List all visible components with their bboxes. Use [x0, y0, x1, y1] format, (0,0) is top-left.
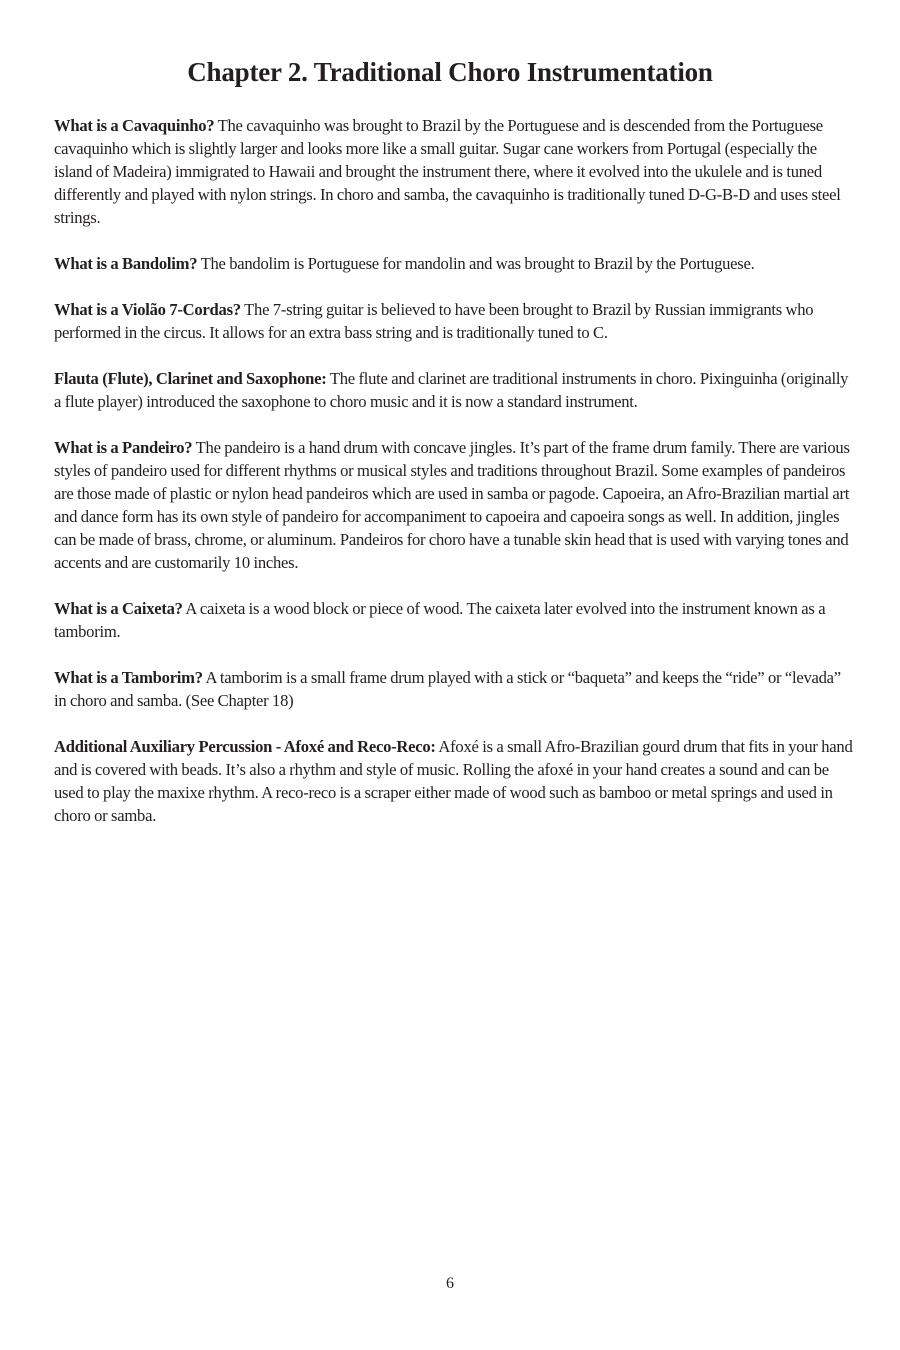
page-number: 6 [446, 1275, 454, 1292]
section-term: What is a Bandolim? [54, 254, 198, 273]
page-title: Chapter 2. Traditional Choro Instrumentation [187, 57, 713, 87]
section-body: The pandeiro is a hand drum with concave jingles. It’s part of the frame drum family. There are various styles of pandeiro used for different rhythms or musical styles and traditions throughout Brazil. Some examples of pandeiros are those made of plastic or nylon head pandeiros which are used in samba or pagode. Capoeira, an Afro-Brazilian martial art and dance form has its own style of pandeiro for accompaniment to capoeira and capoeira songs as well. In addition, jingles can be made of brass, chrome, or aluminum. Pandeiros for choro have a tunable skin head that is used with varying tones and accents and are customarily 10 inches. [54, 438, 850, 572]
section-term: Additional Auxiliary Percussion - Afoxé and Reco-Reco: [54, 737, 436, 756]
section-body: Afoxé is a small Afro-Brazilian gourd drum that fits in your hand and is covered with beads. It’s also a rhythm and style of music. Rolling the afoxé in your hand creates a sound and can be used to play the maxixe rhythm. A reco-reco is a scraper either made of wood such as bamboo or metal springs and used in choro or samba. [54, 737, 853, 825]
section-term: What is a Violão 7-Cordas? [54, 300, 241, 319]
section-body: The cavaquinho was brought to Brazil by the Portuguese and is descended from the Portuguese cavaquinho which is slightly larger and looks more like a small guitar. Sugar cane workers from Portugal (especially the island of Madeira) immigrated to Hawaii and brought the instrument there, where it evolved into the ukulele and is tuned differently and played with nylon strings. In choro and samba, the cavaquinho is traditionally tuned D-G-B-D and uses steel strings. [54, 116, 841, 227]
section-term: What is a Caixeta? [54, 599, 183, 618]
section-bandolim [54, 252, 854, 275]
section-pandeiro [54, 436, 854, 574]
section-term: What is a Pandeiro? [54, 438, 193, 457]
section-cavaquinho [54, 114, 854, 229]
section-body: The flute and clarinet are traditional instruments in choro. Pixinguinha (originally a flute player) introduced the saxophone to choro music and it is now a standard instrument. [54, 369, 849, 411]
section-body: A tamborim is a small frame drum played with a stick or “baqueta” and keeps the “ride” or “levada” in choro and samba. (See Chapter 18) [54, 668, 841, 710]
section-violao-7-cordas [54, 298, 854, 344]
section-term: Flauta (Flute), Clarinet and Saxophone: [54, 369, 327, 388]
chapter-body [54, 114, 854, 850]
section-body: The 7-string guitar is believed to have been brought to Brazil by Russian immigrants who performed in the circus. It allows for an extra bass string and is traditionally tuned to C. [54, 300, 814, 342]
section-tamborim [54, 666, 854, 712]
section-term: What is a Tamborim? [54, 668, 203, 687]
section-body: The bandolim is Portuguese for mandolin and was brought to Brazil by the Portuguese. [197, 254, 755, 273]
section-auxiliary-percussion [54, 735, 854, 827]
section-caixeta [54, 597, 854, 643]
section-flute-clarinet-saxophone [54, 367, 854, 413]
section-body: A caixeta is a wood block or piece of wood. The caixeta later evolved into the instrument known as a tamborim. [54, 599, 826, 641]
section-term: What is a Cavaquinho? [54, 116, 215, 135]
